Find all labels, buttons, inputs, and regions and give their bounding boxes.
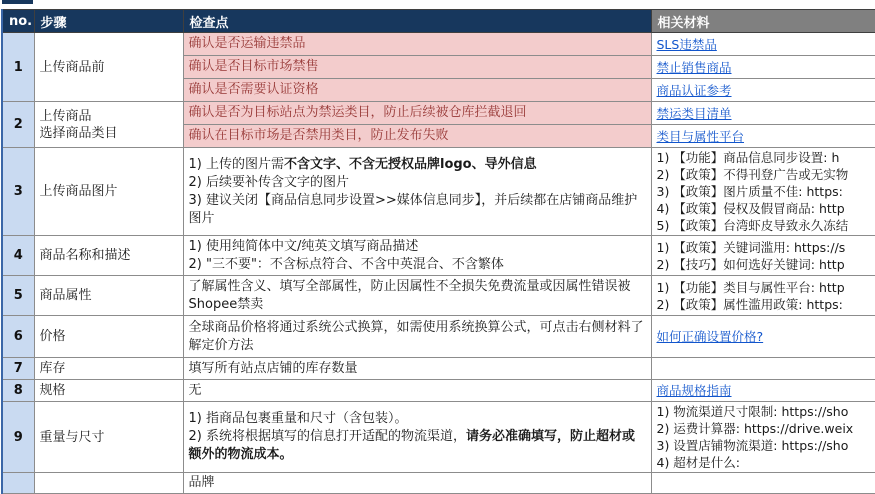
column-header-step: 步骤 (34, 10, 183, 33)
material-item: 5) 【政策】台湾虾皮导致永久冻结 (657, 217, 875, 234)
table-row (2, 380, 875, 402)
cell-no-8: 8 (2, 380, 34, 402)
table-row (2, 402, 875, 473)
material-cell (651, 276, 875, 316)
material-link[interactable]: 禁止销售商品 (657, 60, 732, 75)
cell-no-5: 5 (2, 276, 34, 316)
checkpoint-cell: 了解属性含义、填写全部属性，防止因属性不全损失免费流量或因属性错误被Shopee禁卖 (183, 276, 651, 316)
cell-no-3: 3 (2, 148, 34, 236)
material-item: 2) 运费计算器: https://drive.weix (657, 420, 875, 437)
table-row (2, 33, 875, 56)
checkpoint-cell: 确认是否为目标站点为禁运类目，防止后续被仓库拦截退回 (183, 102, 651, 125)
material-cell (651, 236, 875, 276)
material-link[interactable]: SLS违禁品 (657, 37, 717, 52)
cell-step-9: 重量与尺寸 (34, 402, 183, 473)
checkpoint-text-bold: 不含文字、不含无授权品牌logo、导外信息 (284, 157, 537, 172)
material-cell (651, 402, 875, 473)
clipped-row-above-sliver (2, 0, 33, 4)
column-header-no: no. (2, 10, 34, 33)
material-item: 3) 设置店铺物流渠道: https://sho (657, 437, 875, 454)
material-item: 1) 物流渠道尺寸限制: https://sho (657, 403, 875, 420)
cell-no-9: 9 (2, 402, 34, 473)
checkpoint-cell: 确认是否运输违禁品 (183, 33, 651, 56)
step-line: 上传商品 (40, 108, 178, 125)
cell-no-7: 7 (2, 358, 34, 380)
table-row (2, 102, 875, 125)
material-item: 2) 【政策】不得刊登广告或无实物 (657, 166, 875, 183)
checkpoint-text-bold: 请务必准确填写，防止超材或额外的物流成本。 (189, 429, 636, 462)
cell-no-2: 2 (2, 102, 34, 148)
material-cell (651, 33, 875, 56)
cell-no-6: 6 (2, 316, 34, 358)
table-row (2, 236, 875, 276)
checkpoint-cell: 无 (183, 380, 651, 402)
cell-step-3: 上传商品图片 (34, 148, 183, 236)
material-item: 2) 【政策】属性滥用政策: https: (657, 296, 875, 313)
material-link[interactable]: 类目与属性平台 (657, 129, 745, 144)
material-cell (651, 148, 875, 236)
checkpoint-text: 1) 使用纯简体中文/纯英文填写商品描述 (189, 238, 646, 256)
cell-step-8: 规格 (34, 380, 183, 402)
checkpoint-text: 2) "三不要"：不含标点符合、不含中英混合、不含繁体 (189, 256, 646, 274)
material-cell (651, 316, 875, 358)
checkpoint-cell: 确认在目标市场是否禁用类目，防止发布失败 (183, 125, 651, 148)
material-item: 1) 【功能】商品信息同步设置: h (657, 149, 875, 166)
column-header-materials: 相关材料 (651, 10, 875, 33)
checkpoint-cell (183, 402, 651, 473)
cell-step-4: 商品名称和描述 (34, 236, 183, 276)
checkpoint-cell: 全球商品价格将通过系统公式换算，如需使用系统换算公式，可点击右侧材料了解定价方法 (183, 316, 651, 358)
material-cell (651, 125, 875, 148)
step-line: 选择商品类目 (40, 125, 178, 142)
material-item: 1) 【功能】类目与属性平台: http (657, 279, 875, 296)
material-item: 4) 【政策】侵权及假冒商品: http (657, 200, 875, 217)
checkpoint-text: 2) 系统将根据填写的信息打开适配的物流渠道， (189, 429, 466, 444)
checkpoint-text: 1) 上传的图片需 (189, 157, 284, 172)
material-link[interactable]: 商品规格指南 (657, 383, 732, 398)
checkpoint-cell (183, 148, 651, 236)
material-cell (651, 79, 875, 102)
cell-step-2 (34, 102, 183, 148)
cell-step-7: 库存 (34, 358, 183, 380)
cell-no-10 (2, 473, 34, 494)
table-row (2, 358, 875, 380)
material-cell-empty (651, 358, 875, 380)
table-row-clipped (2, 473, 875, 494)
cell-no-4: 4 (2, 236, 34, 276)
checkpoint-text: 3) 建议关闭【商品信息同步设置>>媒体信息同步】，并后续都在店铺商品维护图片 (189, 192, 646, 228)
cell-step-6: 价格 (34, 316, 183, 358)
checklist-table (1, 9, 875, 494)
checkpoint-cell (183, 236, 651, 276)
cell-no-1: 1 (2, 33, 34, 102)
material-cell (651, 102, 875, 125)
checkpoint-cell: 填写所有站点店铺的库存数量 (183, 358, 651, 380)
material-item: 1) 【政策】关键词滥用: https://s (657, 239, 875, 256)
material-item: 4) 超材是什么: (657, 454, 875, 471)
table-row (2, 276, 875, 316)
cell-step-1: 上传商品前 (34, 33, 183, 102)
material-item: 3) 【政策】图片质量不佳: https: (657, 183, 875, 200)
checkpoint-text: 1) 指商品包裹重量和尺寸（含包装）。 (189, 410, 646, 428)
checkpoint-cell: 品牌 (183, 473, 651, 494)
material-cell (651, 380, 875, 402)
checkpoint-cell: 确认是否需要认证资格 (183, 79, 651, 102)
column-header-checkpoint: 检查点 (183, 10, 651, 33)
cell-step-10 (34, 473, 183, 494)
material-cell (651, 56, 875, 79)
checkpoint-text: 2) 后续要补传含文字的图片 (189, 174, 646, 192)
cell-step-5: 商品属性 (34, 276, 183, 316)
checkpoint-cell: 确认是否目标市场禁售 (183, 56, 651, 79)
material-link[interactable]: 如何正确设置价格? (657, 329, 764, 344)
material-item: 2) 【技巧】如何选好关键词: http (657, 256, 875, 273)
table-row (2, 316, 875, 358)
material-cell-empty (651, 473, 875, 494)
material-link[interactable]: 商品认证参考 (657, 83, 732, 98)
material-link[interactable]: 禁运类目清单 (657, 106, 732, 121)
table-row (2, 148, 875, 236)
header-row (2, 10, 875, 33)
